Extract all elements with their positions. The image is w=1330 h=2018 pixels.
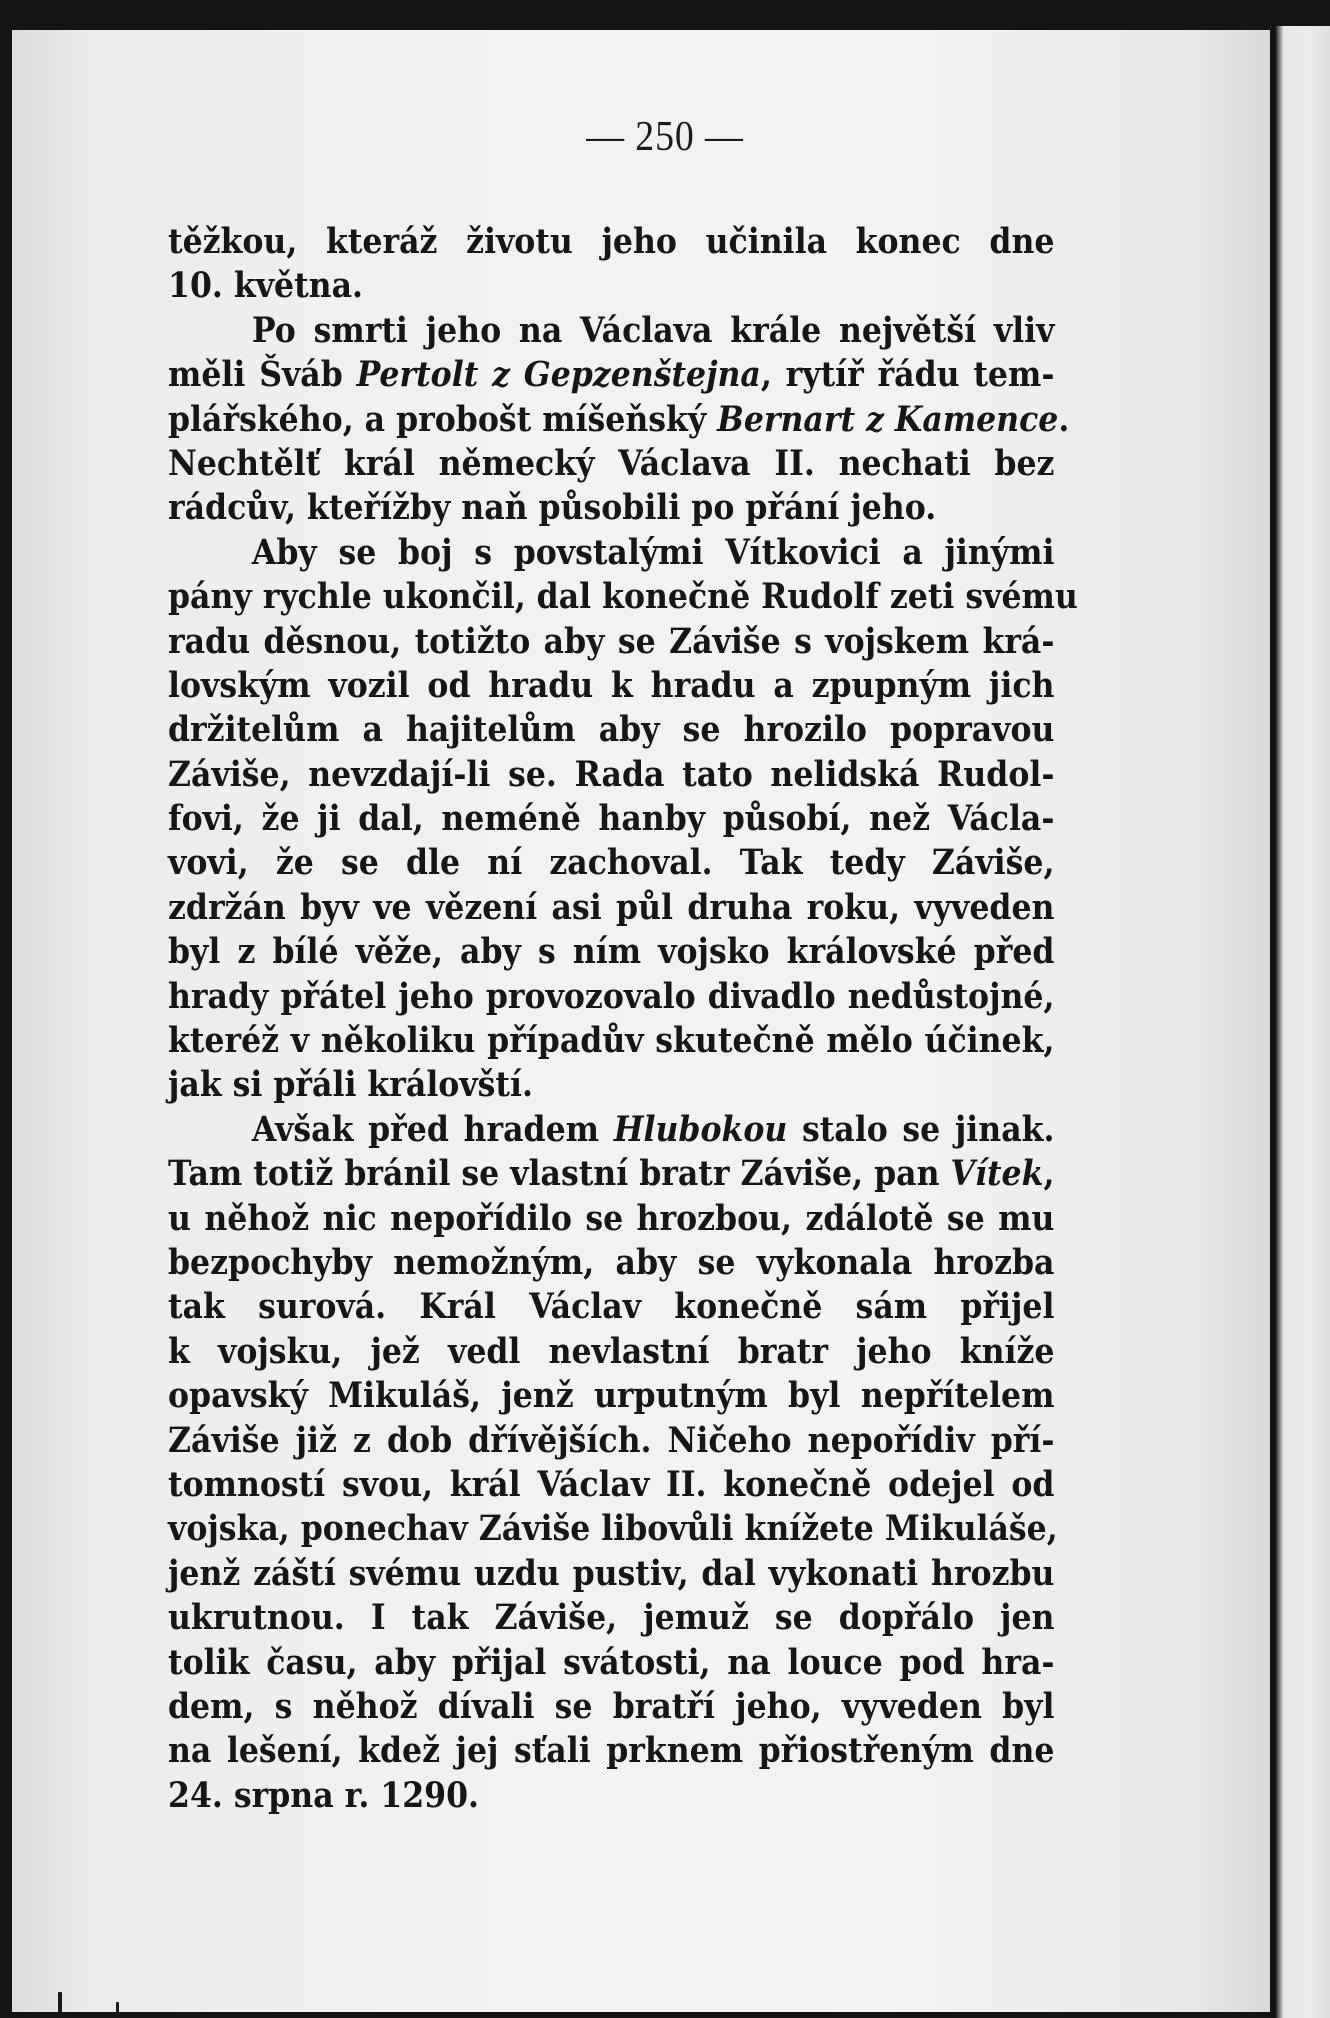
text-segment: bezpochyby nemožným, aby se vykonala hrozba [168,1242,1055,1283]
scan-speck [58,1992,62,2014]
italic-name: Pertolt z Gepzenštejna [356,355,761,396]
text-line [168,398,1070,442]
text-segment: lovským vozil od hradu k hradu a zpupným jich [168,665,1055,706]
page-number: — 250 — [586,114,744,160]
text-segment: kteréž v několiku případův skutečně mělo účinek, [168,1021,1055,1062]
scan-speck [116,2002,119,2016]
text-segment: Záviše již z dob dřívějších. Ničeho nepořídiv pří- [168,1420,1055,1461]
text-segment: ukrutnou. I tak Záviše, jemuž se dopřálo jen [168,1598,1055,1639]
text-line [168,1685,1054,1729]
text-line [168,1596,1054,1640]
text-line [168,664,1054,708]
text-segment: Tam totiž bránil se vlastní bratr Záviše, pan [168,1154,951,1195]
text-line [168,708,1054,752]
text-line [168,975,1054,1019]
text-line [168,1774,1054,1818]
text-segment: vojska, ponechav Záviše libovůli knížete Mikuláše, [168,1509,1058,1550]
text-line [168,1063,1054,1107]
text-segment: Nechtělť král německý Václava II. nechati bez [168,443,1055,484]
text-segment: zdržán byv ve vězení asi půl druha roku, vyveden [168,887,1055,928]
text-segment: hrady přátel jeho provozovalo divadlo nedůstojné, [168,976,1055,1017]
text-line [168,1552,1054,1596]
text-segment: dem, s něhož dívali se bratří jeho, vyveden byl [168,1686,1055,1727]
text-segment: u něhož nic nepořídilo se hrozbou, zdálotě se mu [168,1198,1055,1239]
text-line [168,1641,1054,1685]
text-segment: Po smrti jeho na Václava krále největší vliv [251,310,1055,351]
text-segment: 24. srpna r. 1290. [168,1775,480,1816]
text-line [168,486,1054,530]
text-line [168,1197,1054,1241]
text-line [168,1374,1054,1418]
text-segment: na lešení, kdež jej sťali prknem přiostřeným dne [168,1731,1055,1772]
text-segment: , [1043,1154,1055,1195]
text-line [168,1419,1054,1463]
text-segment: 10. května. [168,266,363,307]
text-segment: . [1058,399,1070,440]
text-line [168,575,1078,619]
body-text [168,220,1078,1818]
text-line [168,1241,1054,1285]
text-line [168,309,1054,353]
italic-name: Hlubokou [613,1109,788,1150]
italic-name: Bernart z Kamence [717,399,1059,440]
text-segment: radu děsnou, totižto aby se Záviše s vojskem krá- [168,621,1055,662]
text-line [168,1330,1054,1374]
text-line [168,1463,1054,1507]
text-line [168,1507,1058,1551]
text-line [168,442,1054,486]
text-segment: držitelům a hajitelům aby se hrozilo popravou [168,710,1055,751]
text-segment: stalo se jinak. [787,1109,1055,1150]
text-segment: k vojsku, jež vedl nevlastní bratr jeho kníže [168,1331,1055,1372]
italic-name: Vítek [950,1154,1044,1195]
text-line [168,531,1054,575]
text-line [168,1108,1054,1152]
text-line [168,220,1054,264]
text-segment: tak surová. Král Václav konečně sám přijel [168,1287,1055,1328]
text-line [168,753,1054,797]
adjacent-page-edge [1276,26,1330,2018]
text-line [168,620,1054,664]
text-segment: fovi, že ji dal, neméně hanby působí, než Václa- [168,799,1055,840]
text-segment: pány rychle ukončil, dal konečně Rudolf zeti svému [168,577,1078,618]
text-line [168,797,1054,841]
text-segment: vovi, že se dle ní zachoval. Tak tedy Záviše, [168,843,1055,884]
text-line [168,353,1054,397]
text-segment: rádcův, kteřížby naň působili po přání jeho. [168,488,937,529]
text-segment: Avšak před hradem [251,1109,614,1150]
text-segment: jak si přáli královští. [168,1065,533,1106]
text-segment: těžkou, kteráž životu jeho učinila konec dne [168,222,1055,262]
text-line [168,841,1054,885]
text-segment: byl z bílé věže, aby s ním vojsko královské před [168,932,1055,973]
text-segment: tolik času, aby přijal svátosti, na louce pod hra- [168,1642,1055,1683]
text-line [168,1729,1054,1773]
text-segment: , rytíř řádu tem- [760,355,1055,396]
text-segment: Aby se boj s povstalými Vítkovici a jinými [251,532,1055,573]
text-segment: Záviše, nevzdají-li se. Rada tato nelidská Rudol- [168,754,1055,795]
text-line [168,1285,1054,1329]
text-line [168,1152,1054,1196]
text-line [168,264,1054,308]
text-line [168,930,1054,974]
text-segment: tomností svou, král Václav II. konečně odejel od [168,1464,1055,1505]
text-segment: jenž záští svému uzdu pustiv, dal vykonati hrozbu [168,1553,1055,1594]
text-segment: měli Šváb [168,355,357,396]
text-segment: opavský Mikuláš, jenž urputným byl nepřítelem [168,1376,1055,1417]
text-line [168,886,1054,930]
text-line [168,1019,1054,1063]
text-segment: plářského, a probošt míšeňský [168,399,718,440]
